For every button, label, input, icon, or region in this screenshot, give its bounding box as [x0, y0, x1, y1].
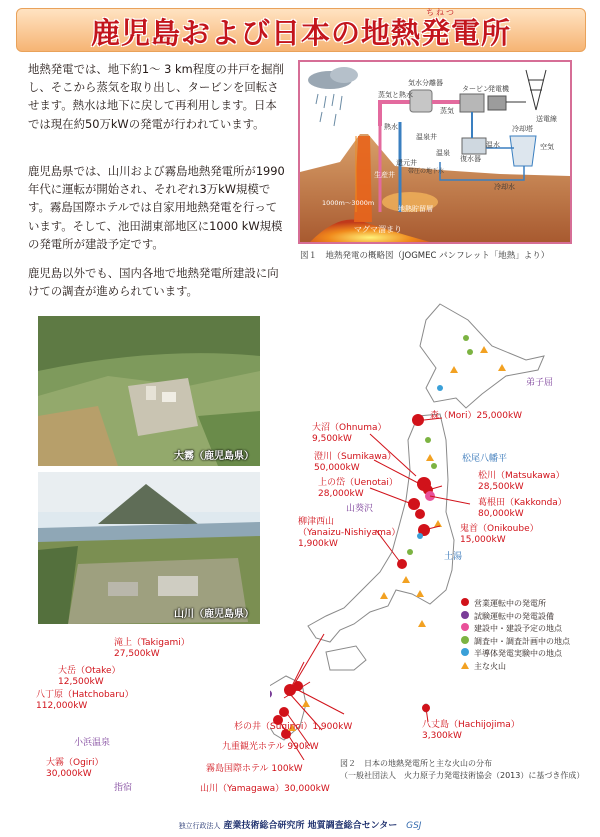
- photo-ogiri: [38, 316, 260, 466]
- red-dot-icon: [461, 598, 469, 606]
- label-kuju-hotel: 九重観光ホテル 990kW: [222, 742, 319, 752]
- generator-icon: [488, 96, 506, 110]
- volcano-triangle-icon: [461, 662, 469, 669]
- label-hot-spring-well: 温泉井: [416, 133, 437, 141]
- label-matsukawa: 松川（Matsukawa） 28,500kW: [478, 471, 565, 492]
- legend-item-operating: 営業運転中の発電所: [460, 598, 580, 611]
- label-reservoir: 地熱貯留層: [398, 205, 433, 213]
- turbine-icon: [460, 94, 484, 112]
- label-magma: マグマ溜まり: [354, 225, 402, 234]
- label-hot-water: 熱水: [384, 123, 398, 131]
- paragraph-kagoshima: 鹿児島県では、山川および霧島地熱発電所が1990年代に運転が開始され、それぞれ3万kW規模です。霧島国際ホテルでは自家用地熱発電を行っています。そして、池田湖東部地区に1000 kW規模の発電所が建設予定です。: [28, 164, 285, 251]
- footer-org: 産業技術総合研究所 地質調査総合センター: [223, 821, 398, 831]
- condenser-icon: [462, 138, 486, 154]
- label-otake: 大岳（Otake） 12,500kW: [58, 666, 121, 687]
- label-yamagatazawa: 山葵沢: [346, 504, 374, 514]
- label-matsuo-hachimantai: 松尾八幡平: [462, 454, 508, 464]
- label-kakkonda: 葛根田（Kakkonda） 80,000kW: [478, 498, 567, 519]
- label-tsuchiyu: 土湯: [444, 552, 463, 562]
- label-air: 空気: [540, 143, 554, 151]
- map-hokkaido: [420, 304, 544, 408]
- label-turbine: タービン: [462, 85, 490, 93]
- page-title: 鹿児島および日本の地熱発電所: [90, 16, 511, 50]
- label-separator: 気水分離器: [408, 79, 443, 87]
- photo-yamagawa-label: 山川（鹿児島県）: [174, 609, 254, 620]
- label-ibusuki: 指宿: [114, 783, 133, 793]
- legend-item-survey: 調査中・調査計画中の地点: [460, 636, 580, 649]
- furigana: ちねつ: [426, 8, 456, 17]
- figure2-source: （一般社団法人 火力原子力発電技術協会（2013）に基づき作成）: [340, 771, 585, 780]
- footer-prefix: 独立行政法人: [178, 822, 221, 830]
- purple-dot-icon: [461, 611, 469, 619]
- footer: [0, 818, 600, 831]
- label-teshikaga: 弟子屈: [526, 378, 554, 388]
- figure1-diagram: [298, 60, 572, 244]
- label-yamagawa: 山川（Yamagawa）30,000kW: [200, 784, 330, 794]
- label-ogiri: 大霧（Ogiri） 30,000kW: [46, 758, 104, 779]
- paragraph-nationwide: 鹿児島以外でも、国内各地で地熱発電所建設に向けての調査が進められています。: [28, 266, 279, 299]
- figure2-caption: 図２ 日本の地熱発電所と主な火山の分布: [340, 759, 492, 768]
- blue-dot-icon: [461, 648, 469, 656]
- label-onikoube: 鬼首（Onikoube） 15,000kW: [460, 524, 539, 545]
- label-sumikawa: 澄川（Sumikawa） 50,000kW: [314, 452, 397, 473]
- title-banner: [16, 8, 586, 52]
- legend-item-volcano: 主な火山: [460, 661, 580, 674]
- geothermal-schematic: [300, 62, 570, 242]
- label-suginoi: 杉の井（Suginoi）1,900kW: [234, 722, 353, 732]
- label-ohnuma: 大沼（Ohnuma） 9,500kW: [312, 423, 387, 444]
- label-depth: 1000m〜3000m: [322, 199, 375, 207]
- label-yanaizu-nishiyama: 柳津西山 （Yanaizu-Nishiyama） 1,900kW: [298, 517, 401, 549]
- label-transmission: 送電線: [536, 115, 557, 123]
- label-production-well: 生産井: [374, 171, 395, 179]
- label-hot-spring: 温泉: [436, 149, 450, 157]
- label-obama-onsen: 小浜温泉: [74, 738, 111, 748]
- gsj-logo: GSJ: [406, 821, 422, 831]
- figure1-caption: 図１ 地熱発電の概略図（JOGMEC パンフレット「地熱」より）: [300, 251, 550, 261]
- paragraph-geothermal-overview: 地熱発電では、地下約1〜 3 km程度の井戸を掘削し、そこから蒸気を取り出し、タービンを回転させます。熱水は地下に戻して再利用します。日本では現在約50万kWの発電が行われています。: [28, 62, 284, 131]
- legend-item-construction: 建設中・建設予定の地点: [460, 623, 580, 636]
- label-hatchobaru: 八丁原（Hatchobaru） 112,000kW: [36, 690, 134, 711]
- label-warm-water: 温水: [486, 141, 500, 149]
- label-steam-hotwater: 蒸気と熱水: [378, 91, 413, 99]
- label-cooling-water: 冷却水: [494, 183, 515, 191]
- label-generator: 発電機: [488, 85, 509, 93]
- pink-dot-icon: [461, 623, 469, 631]
- label-mori: 森（Mori）25,000kW: [430, 411, 523, 421]
- photo-yamagawa: [38, 472, 260, 624]
- label-takigami: 滝上（Takigami） 27,500kW: [114, 638, 190, 659]
- label-hachijojima: 八丈島（Hachijojima） 3,300kW: [422, 720, 520, 741]
- legend-item-trial: 試験運転中の発電設備: [460, 611, 580, 624]
- label-kirishima-hotel: 霧島国際ホテル 100kW: [206, 764, 303, 774]
- photo-ogiri-label: 大霧（鹿児島県）: [174, 451, 254, 462]
- map-legend: [460, 598, 580, 674]
- label-reinjection-well: 還元井: [396, 159, 417, 167]
- label-cooling-tower: 冷却塔: [512, 125, 533, 133]
- cooling-tower-icon: [510, 136, 536, 166]
- label-condenser: 復水器: [460, 155, 481, 163]
- label-aquifer: 帯圧の地下水: [408, 168, 445, 175]
- green-dot-icon: [461, 636, 469, 644]
- map-shikoku: [326, 646, 366, 670]
- label-uenotai: 上の岱（Uenotai） 28,000kW: [318, 478, 398, 499]
- legend-item-semiconductor: 半導体発電実験中の地点: [460, 648, 580, 661]
- label-steam: 蒸気: [440, 107, 454, 115]
